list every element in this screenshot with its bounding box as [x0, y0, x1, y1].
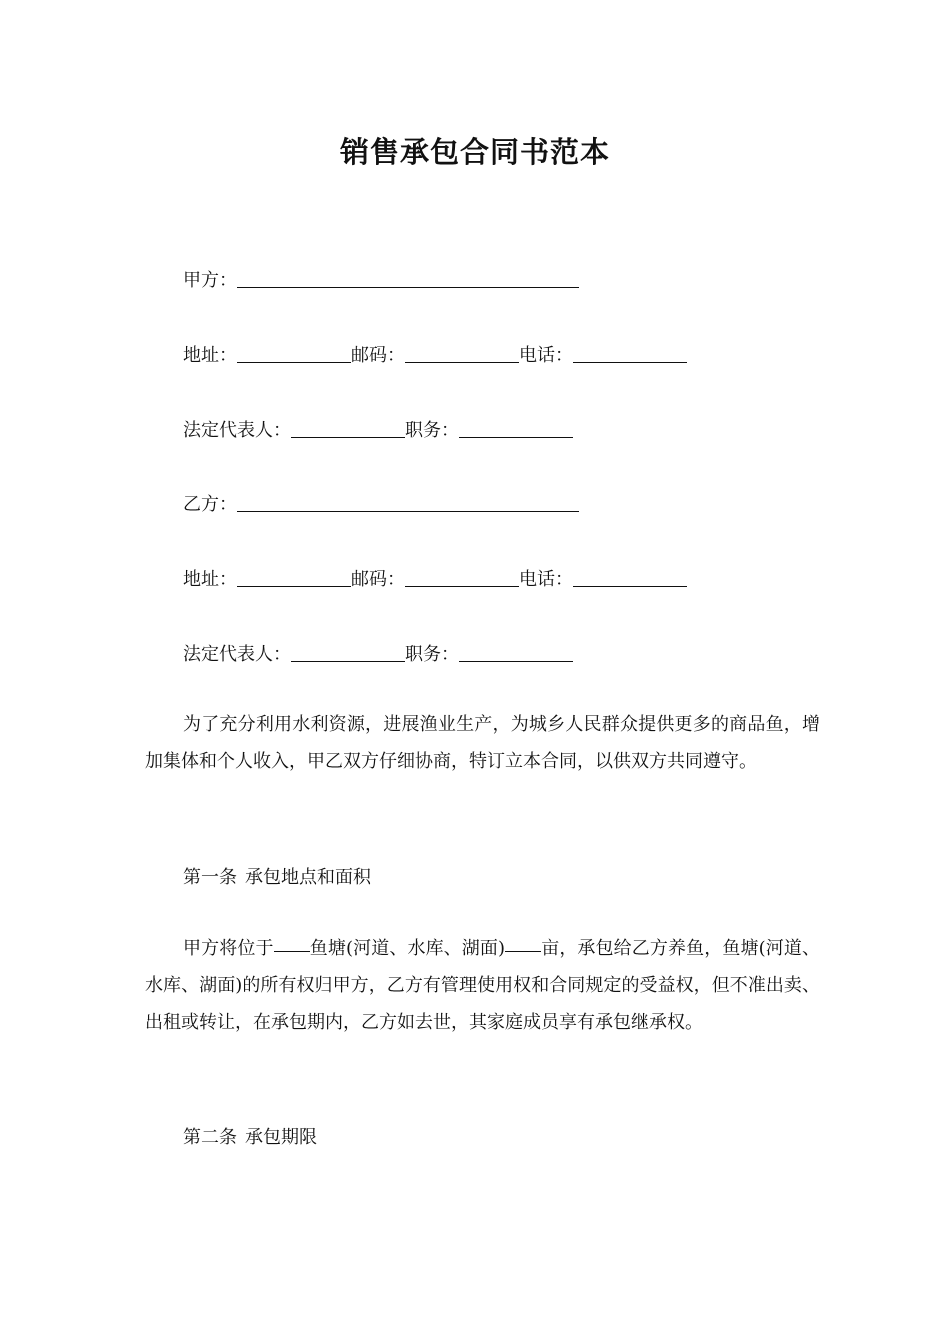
party-b-name-label: 乙方： [183, 494, 237, 515]
party-b-address-blank [237, 565, 351, 587]
party-b-postcode-label: 邮码： [351, 569, 405, 590]
party-a-postcode-blank [405, 341, 519, 363]
document-title: 销售承包合同书范本 [339, 135, 610, 169]
article-1-heading [183, 863, 371, 893]
party-a-name-blank [237, 266, 579, 288]
party-a-contact-row [183, 341, 687, 371]
article-1-part1: 甲方将位于 [183, 938, 274, 959]
party-b-rep-label: 法定代表人： [183, 644, 291, 665]
article-2-number: 第二条 [183, 1127, 237, 1148]
article-1-part2: 鱼塘(河道、水库、湖面) [309, 938, 506, 959]
article-1-part3: 亩，承包给乙方养鱼，鱼塘(河道、水库、湖面)的所有权归甲方，乙方有管理使用权和合同规定的受益权，但不准出卖、出租或转让，在承包期内，乙方如去世，其家庭成员享有承包继承权。 [145, 938, 821, 1033]
article-1-number: 第一条 [183, 867, 237, 888]
party-a-position-label: 职务： [405, 420, 459, 441]
party-b-position-label: 职务： [405, 644, 459, 665]
party-b-postcode-blank [405, 565, 519, 587]
party-a-rep-blank [291, 416, 405, 438]
party-a-phone-label: 电话： [519, 345, 573, 366]
party-b-name-row [183, 490, 579, 520]
intro-paragraph: 为了充分利用水利资源，进展渔业生产，为城乡人民群众提供更多的商品鱼，增加集体和个人收入，甲乙双方仔细协商，特订立本合同，以供双方共同遵守。 [145, 714, 820, 772]
party-b-phone-blank [573, 565, 687, 587]
party-a-postcode-label: 邮码： [351, 345, 405, 366]
article-2-heading [183, 1123, 317, 1153]
party-a-rep-row [183, 416, 573, 446]
party-a-position-blank [459, 416, 573, 438]
party-a-name-label: 甲方： [183, 270, 237, 291]
location-blank [274, 930, 310, 952]
article-2-title: 承包期限 [245, 1127, 317, 1148]
party-b-position-blank [459, 640, 573, 662]
party-a-name-row [183, 266, 579, 296]
party-b-phone-label: 电话： [519, 569, 573, 590]
article-1-title: 承包地点和面积 [245, 867, 371, 888]
party-a-address-blank [237, 341, 351, 363]
area-blank [505, 930, 541, 952]
article-1-body [145, 930, 820, 1041]
party-a-address-label: 地址： [183, 345, 237, 366]
party-a-rep-label: 法定代表人： [183, 420, 291, 441]
party-b-contact-row [183, 565, 687, 595]
party-b-address-label: 地址： [183, 569, 237, 590]
party-a-phone-blank [573, 341, 687, 363]
party-b-name-blank [237, 490, 579, 512]
party-b-rep-blank [291, 640, 405, 662]
party-b-rep-row [183, 640, 573, 670]
